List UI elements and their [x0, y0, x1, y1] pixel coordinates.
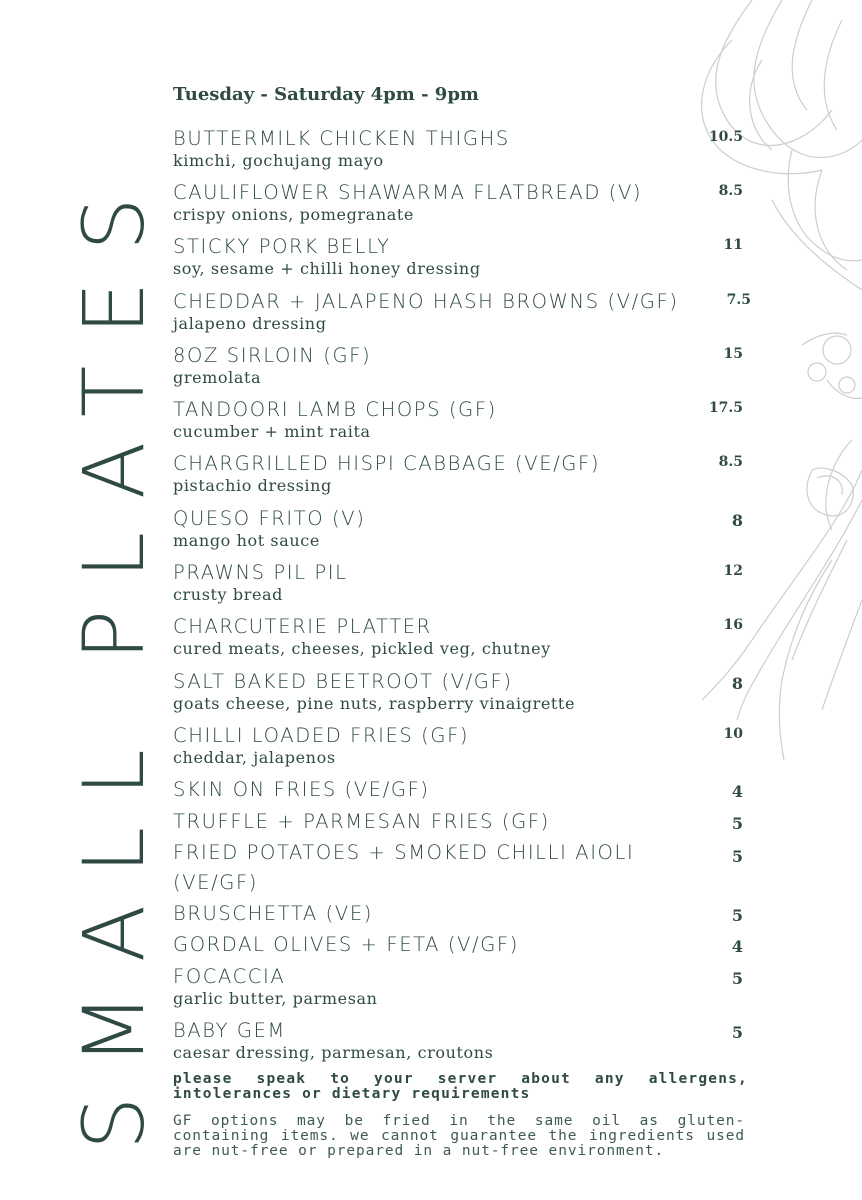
item-name: BUTTERMILK CHICKEN THIGHS: [173, 127, 510, 150]
item-description: goats cheese, pine nuts, raspberry vinaigrette: [173, 694, 576, 713]
allergen-disclaimer: GF options may be fried in the same oil as gluten-containing items. we cannot guarantee the ingredients used are nut-free or prepared in a nut-free environment.: [173, 1113, 745, 1159]
item-price: 8: [731, 674, 743, 693]
item-price: 7.5: [726, 292, 751, 308]
item-price: 4: [731, 782, 743, 801]
item-name: BRUSCHETTA (VE): [173, 902, 373, 925]
menu-item: [173, 778, 743, 801]
item-description: crusty bread: [173, 585, 284, 604]
item-description: jalapeno dressing: [173, 314, 327, 333]
allergen-notice-heading: please speak to your server about any allergens, intolerances or dietary requirements: [173, 1071, 748, 1102]
menu-item: [173, 902, 743, 925]
item-description: kimchi, gochujang mayo: [173, 151, 384, 170]
menu-item: [173, 810, 743, 833]
item-price: 17.5: [708, 400, 743, 416]
item-price: 5: [731, 969, 743, 988]
item-description: mango hot sauce: [173, 531, 320, 550]
item-description: cucumber + mint raita: [173, 422, 371, 441]
item-price: 15: [723, 346, 743, 362]
item-name: PRAWNS PIL PIL: [173, 561, 348, 584]
item-name: CHARGRILLED HISPI CABBAGE (VE/GF): [173, 452, 601, 475]
menu-item: [173, 290, 751, 334]
item-description: cheddar, jalapenos: [173, 748, 336, 767]
item-price: 12: [723, 563, 743, 579]
item-price: 8.5: [718, 454, 743, 470]
menu-item: [173, 561, 743, 605]
item-name: SKIN ON FRIES (VE/GF): [173, 778, 430, 801]
item-price: 10: [723, 726, 743, 742]
menu-title: SMALL PLATES: [65, 166, 163, 1150]
item-price: 5: [731, 847, 743, 866]
item-description: crispy onions, pomegranate: [173, 205, 414, 224]
item-price: 5: [731, 906, 743, 925]
item-name: FRIED POTATOES + SMOKED CHILLI AIOLI (VE/GF): [173, 841, 635, 894]
item-price: 8: [731, 511, 743, 530]
item-description: garlic butter, parmesan: [173, 989, 378, 1008]
item-price: 5: [731, 1023, 743, 1042]
item-price: 4: [731, 937, 743, 956]
item-name: TANDOORI LAMB CHOPS (GF): [173, 398, 497, 421]
menu-item: [173, 1019, 743, 1063]
menu-item: [173, 181, 743, 225]
item-name: FOCACCIA: [173, 965, 286, 988]
menu-item: [173, 452, 743, 496]
item-price: 10.5: [708, 129, 743, 145]
item-description: gremolata: [173, 368, 262, 387]
item-name: BABY GEM: [173, 1019, 286, 1042]
menu-item: [173, 235, 743, 279]
item-price: 8.5: [718, 183, 743, 199]
menu-item: [173, 965, 743, 1009]
menu-item: [173, 933, 743, 956]
menu-item: [173, 344, 743, 388]
item-name: GORDAL OLIVES + FETA (V/GF): [173, 933, 519, 956]
item-name: QUESO FRITO (V): [173, 507, 366, 530]
item-description: caesar dressing, parmesan, croutons: [173, 1043, 494, 1062]
item-name: CHEDDAR + JALAPENO HASH BROWNS (V/GF): [173, 290, 679, 313]
menu-item: [173, 724, 743, 768]
menu-item: [173, 615, 743, 659]
item-price: 5: [731, 814, 743, 833]
item-name: CHILLI LOADED FRIES (GF): [173, 724, 470, 747]
opening-hours: Tuesday - Saturday 4pm - 9pm: [173, 84, 479, 105]
menu-item: [173, 398, 743, 442]
item-price: 16: [723, 617, 743, 633]
item-description: pistachio dressing: [173, 476, 332, 495]
item-price: 11: [723, 237, 743, 253]
menu-item: [173, 838, 743, 898]
menu-item: [173, 127, 743, 171]
item-name: CAULIFLOWER SHAWARMA FLATBREAD (V): [173, 181, 643, 204]
item-name: TRUFFLE + PARMESAN FRIES (GF): [173, 810, 550, 833]
item-name: 8OZ SIRLOIN (GF): [173, 344, 372, 367]
item-name: CHARCUTERIE PLATTER: [173, 615, 432, 638]
item-description: cured meats, cheeses, pickled veg, chutney: [173, 639, 551, 658]
menu-item: [173, 670, 743, 714]
item-name: SALT BAKED BEETROOT (V/GF): [173, 670, 513, 693]
menu-item: [173, 507, 743, 551]
item-name: STICKY PORK BELLY: [173, 235, 391, 258]
item-description: soy, sesame + chilli honey dressing: [173, 259, 481, 278]
